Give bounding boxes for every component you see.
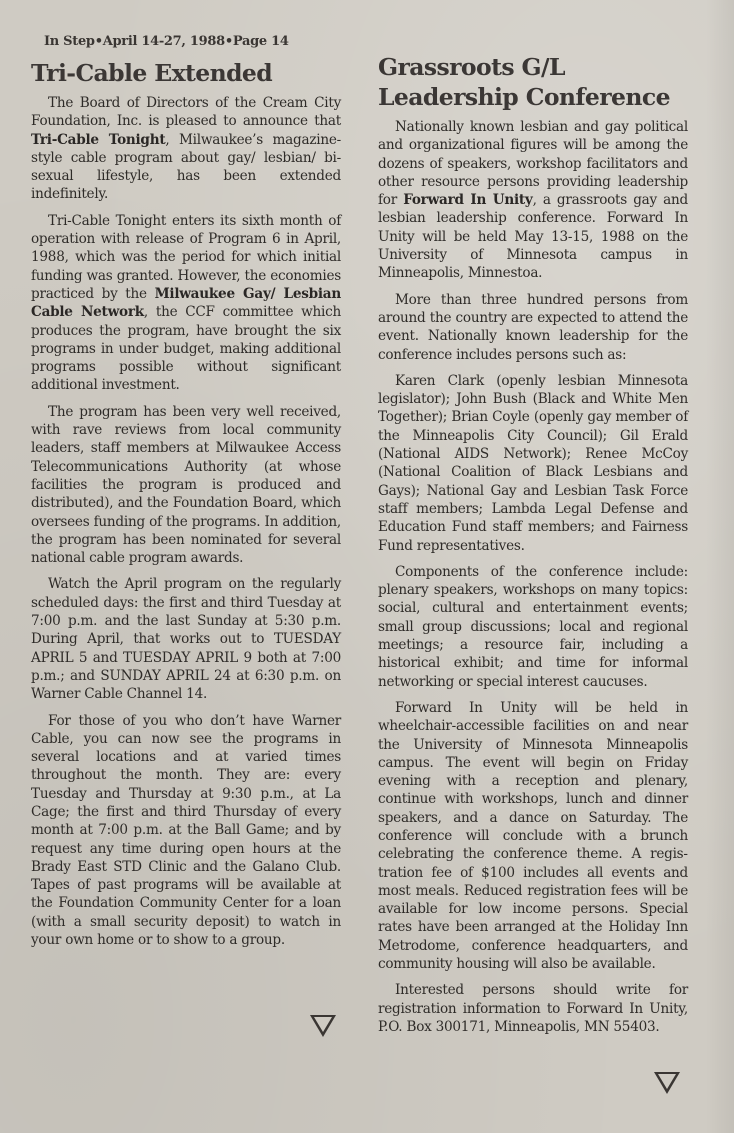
article-headline: Tri-Cable Extended	[31, 59, 273, 87]
bold-name: Forward In Unity	[403, 192, 533, 209]
article-tri-cable-extended	[31, 58, 341, 957]
article-paragraph: Karen Clark (openly lesbian Minnesota legislator); John Bush (Black and White Men Together); Brian Coyle (openly gay member of the Minneapolis City Council); Gil Erald (National AIDS Network); Renee McCoy (National Coalition of Black Lesbians and Gays); National Gay and Lesbian Task Force staff members; Lambda Legal Defense and Education Fund staff members; and Fairness Fund representatives.	[378, 372, 688, 554]
article-paragraph: Watch the April program on the regularly scheduled days: the first and third Tuesday at 7:00 p.m. and the last Sunday at 5:30 p.m. During April, that works out to TUESDAY APRIL 5 and TUESDAY APRIL 9 both at 7:00 p.m.; and SUNDAY APRIL 24 at 6:30 p.m. on Warner Cable Channel 14.	[31, 576, 341, 703]
article-paragraph: Forward In Unity will be held in wheelchair-accessible facilities on and near the University of Minnesota Minneapolis campus. The event will begin on Friday evening with a reception and plenary, continue with workshops, lunch and dinner speakers, and a dance on Saturday. The conference will conclude with a brunch celebrating the conference theme. A registration fee of $100 includes all events and most meals. Reduced registration fees will be available for low income persons. Special rates have been arranged at the Holiday Inn Metrodome, conference headquarters, and community housing will also be available.	[378, 699, 688, 973]
article-paragraph: Tri-Cable Tonight enters its sixth month of operation with release of Program 6 in April, 1988, which was the period for which initial funding was granted. However, the economies practiced by the Milwaukee Gay/ Lesbian Cable Network, the CCF committee which produces the program, have brought the six programs in under budget, making additional programs possible without significant additional investment.	[31, 212, 341, 394]
end-of-article-triangle-icon	[310, 1015, 336, 1037]
article-body	[31, 94, 341, 949]
end-of-article-triangle-icon	[654, 1072, 680, 1094]
article-paragraph: For those of you who don’t have Warner Cable, you can now see the programs in several locations and at varied times throughout the month. They are: every Tuesday and Thursday at 9:30 p.m., at La Cage; the first and third Thursday of every month at 7:00 p.m. at the Ball Game; and by request any time during open hours at the Brady East STD Clinic and the Galano Club. Tapes of past programs will be available at the Foundation Community Center for a loan (with a small security deposit) to watch in your own home or to show to a group.	[31, 712, 341, 949]
headline-line-1: Grassroots G/L	[378, 53, 565, 81]
article-paragraph: Nationally known lesbian and gay political and organizational figures will be among the dozens of speakers, workshop facilitators and other resource persons providing leadership for Forward In Unity, a grassroots gay and lesbian leadership conference. Forward In Unity will be held May 13-15, 1988 on the University of Minnesota campus in Minneapolis, Minnestoa.	[378, 119, 688, 282]
article-paragraph: The program has been very well received, with rave reviews from local community leaders, staff members at Milwaukee Access Telecommunications Authority (at whose facilities the program is produced and distributed), and the Foundation Board, which oversees funding of the programs. In addition, the program has been nominated for several national cable program awards.	[31, 403, 341, 567]
article-paragraph: More than three hundred persons from around the country are expected to attend the event. Nationally known leadership for the conference includes persons such as:	[378, 291, 688, 363]
headline-line-2: Leadership Conference	[378, 83, 670, 111]
paper-edge-shadow	[706, 0, 734, 1133]
bold-name: Tri-Cable Tonight	[31, 131, 166, 148]
bold-name: Milwaukee Gay/ Lesbian Cable Network	[31, 285, 341, 321]
article-paragraph: Interested persons should write for registration information to Forward In Unity, P.O. Box 300171, Minneapolis, MN 55403.	[378, 982, 688, 1035]
article-paragraph: The Board of Directors of the Cream City Foundation, Inc. is pleased to announce that Tri-Cable Tonight, Milwaukee’s magazine-style cable program about gay/ lesbian/ bi-sexual lifestyle, has been extended indefinitely.	[31, 95, 341, 203]
article-headline	[378, 52, 688, 112]
article-grassroots-conference	[378, 52, 688, 1044]
page-folio: In Step•April 14-27, 1988•Page 14	[44, 34, 289, 49]
article-paragraph: Components of the conference include: plenary speakers, workshops on many topics: social, cultural and entertainment events; small group discussions; local and regional meetings; a resource fair, including a historical exhibit; and time for informal networking or special interest caucuses.	[378, 563, 688, 690]
article-body	[378, 118, 688, 1036]
